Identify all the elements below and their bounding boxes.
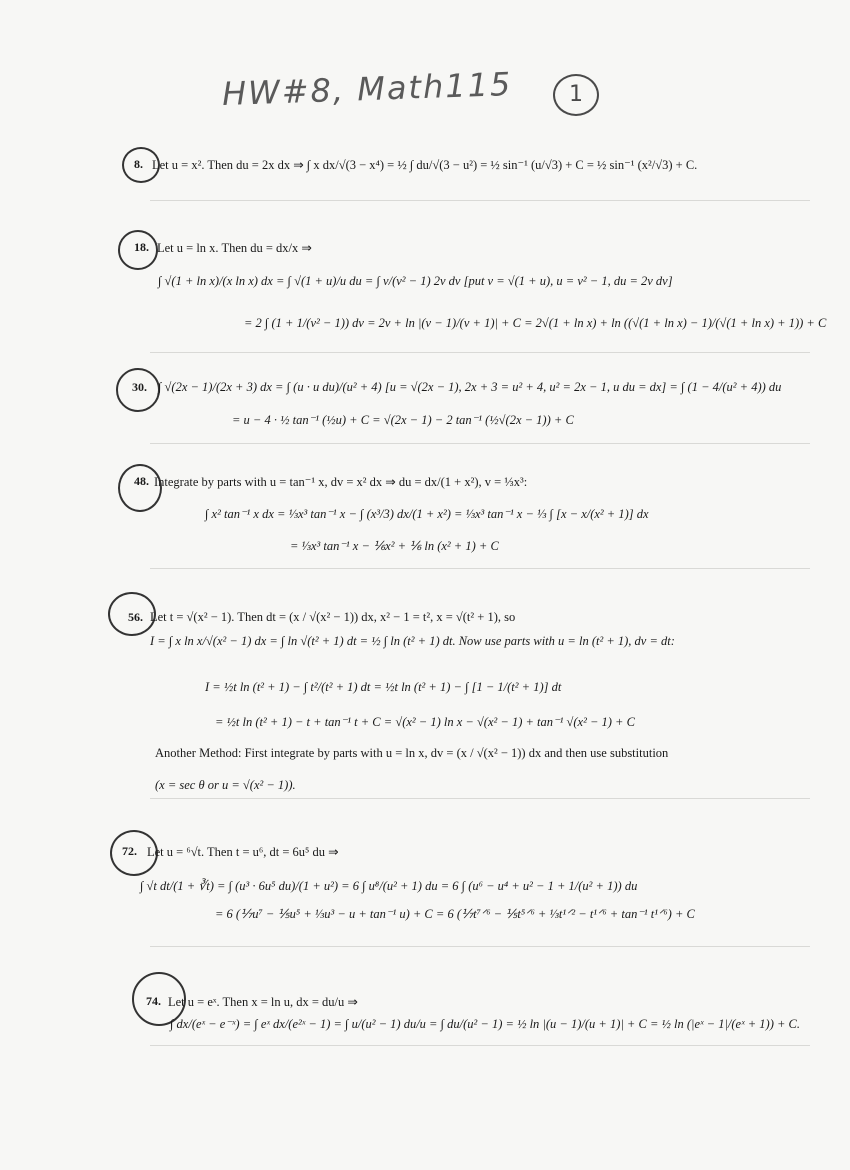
separator bbox=[150, 798, 810, 799]
separator bbox=[150, 946, 810, 947]
solution-line: ∫ dx/(eˣ − e⁻ˣ) = ∫ eˣ dx/(e²ˣ − 1) = ∫ u/(u² − 1) du/u = ∫ du/(u² − 1) = ½ ln |(u − 1)/(u + 1)| + C = ½ ln (|eˣ − 1|/(eˣ + 1)) + C. bbox=[170, 1017, 801, 1031]
solution-line: Let t = √(x² − 1). Then dt = (x / √(x² − 1)) dx, x² − 1 = t², x = √(t² + 1), so bbox=[150, 610, 516, 624]
solution-line: = ½t ln (t² + 1) − t + tan⁻¹ t + C = √(x² − 1) ln x − √(x² − 1) + tan⁻¹ √(x² − 1) + C bbox=[215, 715, 635, 729]
solution-line: = 2 ∫ (1 + 1/(v² − 1)) dv = 2v + ln |(v − 1)/(v + 1)| + C = 2√(1 + ln x) + ln ((√(1 + ln x) − 1)/(√(1 + ln x) + 1)) + C bbox=[244, 316, 827, 330]
solution-line: = ⅓x³ tan⁻¹ x − ⅙x² + ⅙ ln (x² + 1) + C bbox=[290, 539, 499, 553]
solution-line: Integrate by parts with u = tan⁻¹ x, dv = x² dx ⇒ du = dx/(1 + x²), v = ⅓x³: bbox=[154, 475, 528, 489]
separator bbox=[150, 200, 810, 201]
solution-line: I = ½t ln (t² + 1) − ∫ t²/(t² + 1) dt = ½t ln (t² + 1) − ∫ [1 − 1/(t² + 1)] dt bbox=[205, 680, 562, 694]
page-number: 1 bbox=[569, 82, 583, 107]
problem-number: 48. bbox=[134, 474, 149, 488]
solution-line: Let u = ln x. Then du = dx/x ⇒ bbox=[157, 241, 312, 255]
solution-line: Another Method: First integrate by parts with u = ln x, dv = (x / √(x² − 1)) dx and then use substitution bbox=[155, 746, 669, 760]
solution-line: ∫ √(1 + ln x)/(x ln x) dx = ∫ √(1 + u)/u du = ∫ v/(v² − 1) 2v dv [put v = √(1 + u), u = v² − 1, du = 2v dv] bbox=[158, 274, 673, 288]
solution-line: (x = sec θ or u = √(x² − 1)). bbox=[155, 778, 296, 792]
solution-line: I = ∫ x ln x/√(x² − 1) dx = ∫ ln √(t² + 1) dt = ½ ∫ ln (t² + 1) dt. Now use parts with u = ln (t² + 1), dv = dt: bbox=[150, 634, 675, 648]
solution-line: ∫ √t dt/(1 + ∛t) = ∫ (u³ · 6u⁵ du)/(1 + u²) = 6 ∫ u⁸/(u² + 1) du = 6 ∫ (u⁶ − u⁴ + u² − 1 + 1/(u² + 1)) du bbox=[140, 879, 638, 893]
problem-number: 8. bbox=[134, 157, 143, 171]
problem-number: 56. bbox=[128, 610, 143, 624]
handwritten-title: HW#8, Math115 bbox=[221, 64, 513, 114]
page-number-circle bbox=[553, 74, 599, 116]
separator bbox=[150, 352, 810, 353]
problem-number: 18. bbox=[134, 240, 149, 254]
solution-line: Let u = ⁶√t. Then t = u⁶, dt = 6u⁵ du ⇒ bbox=[147, 845, 339, 859]
separator bbox=[150, 1045, 810, 1046]
solution-line: = 6 (⅐u⁷ − ⅕u⁵ + ⅓u³ − u + tan⁻¹ u) + C = 6 (⅐t⁷ᐟ⁶ − ⅕t⁵ᐟ⁶ + ⅓t¹ᐟ² − t¹ᐟ⁶ + tan⁻¹ t¹ᐟ⁶) + C bbox=[215, 907, 695, 921]
separator bbox=[150, 443, 810, 444]
solution-line: = u − 4 · ½ tan⁻¹ (½u) + C = √(2x − 1) − 2 tan⁻¹ (½√(2x − 1)) + C bbox=[232, 413, 574, 427]
separator bbox=[150, 568, 810, 569]
solution-line: ∫ x² tan⁻¹ x dx = ⅓x³ tan⁻¹ x − ∫ (x³/3) dx/(1 + x²) = ⅓x³ tan⁻¹ x − ⅓ ∫ [x − x/(x² + 1)] dx bbox=[205, 507, 649, 521]
solution-line: ∫ √(2x − 1)/(2x + 3) dx = ∫ (u · u du)/(u² + 4) [u = √(2x − 1), 2x + 3 = u² + 4, u² = 2x − 1, u du = dx] = ∫ (1 − 4/(u² + 4)) du bbox=[158, 380, 782, 394]
problem-number: 72. bbox=[122, 844, 137, 858]
solution-line: Let u = x². Then du = 2x dx ⇒ ∫ x dx/√(3 − x⁴) = ½ ∫ du/√(3 − u²) = ½ sin⁻¹ (u/√3) + C = ½ sin⁻¹ (x²/√3) + C. bbox=[152, 158, 698, 172]
problem-number: 74. bbox=[146, 994, 161, 1008]
problem-number: 30. bbox=[132, 380, 147, 394]
solution-line: Let u = eˣ. Then x = ln u, dx = du/u ⇒ bbox=[168, 995, 358, 1009]
